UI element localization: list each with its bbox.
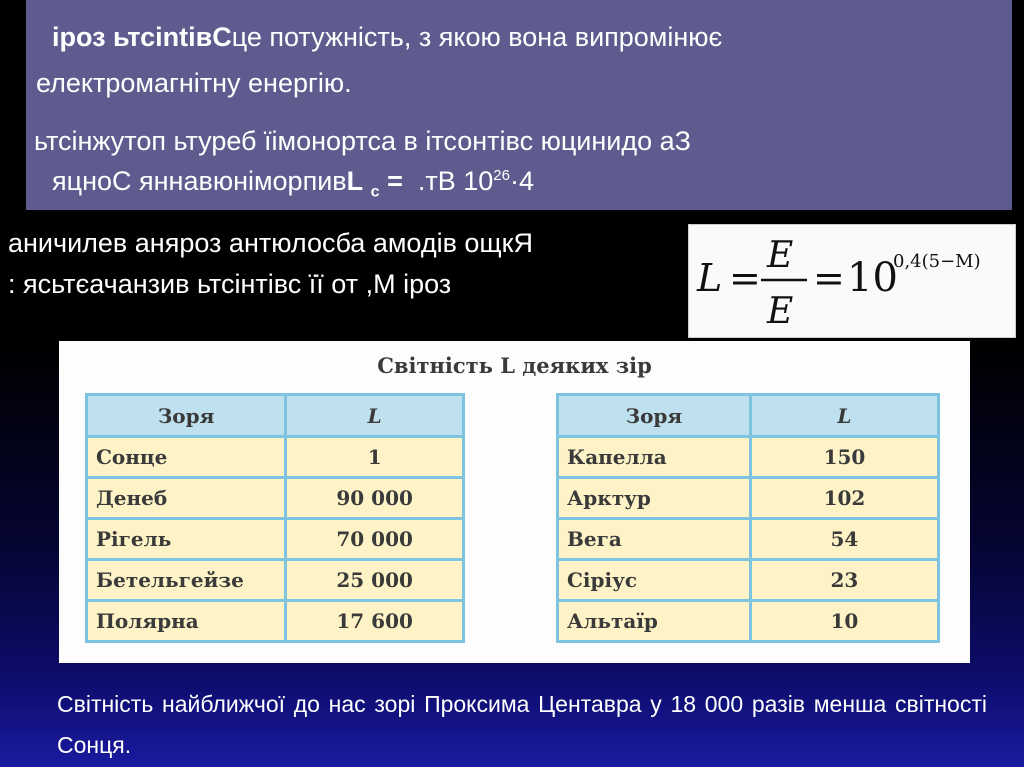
equals-sign: = — [387, 166, 403, 196]
column-header-luminosity: L — [750, 395, 938, 437]
definition-line-2: електромагнітну енергію. — [36, 68, 352, 98]
luminosity-table-panel — [59, 341, 970, 663]
star-luminosity: 1 — [286, 437, 464, 478]
star-name: Вега — [558, 519, 751, 560]
star-name: Сонце — [87, 437, 286, 478]
star-luminosity: 23 — [750, 560, 938, 601]
star-luminosity: 10 — [750, 601, 938, 642]
star-luminosity: 25 000 — [286, 560, 464, 601]
magnitude-text-line-1: аничилев аняроз антюлосба амодів ощкЯ — [8, 228, 533, 258]
formula-lhs: L — [697, 256, 723, 300]
star-name: Альтаїр — [558, 601, 751, 642]
table-row — [558, 478, 939, 519]
star-name: Денеб — [87, 478, 286, 519]
sun-luminosity-label: яцноС яннавюніморпив — [52, 166, 347, 196]
formula-numerator: E — [767, 235, 794, 276]
column-header-star: Зоря — [87, 395, 286, 437]
table-row — [87, 519, 464, 560]
table-row — [87, 437, 464, 478]
sun-luminosity-value: .тВ 10 — [417, 166, 494, 196]
stars-table-right — [556, 393, 940, 643]
table-row — [87, 601, 464, 642]
magnitude-text-line-2: : ясьтєачанзив ьтсінтівс її от ,М іроз — [8, 269, 452, 299]
proxima-note: Світність найближчої до нас зорі Проксима Центавра у 18 000 разів менша світності Сонця. — [57, 691, 987, 758]
star-luminosity: 54 — [750, 519, 938, 560]
table-header-row — [558, 395, 939, 437]
luminosity-formula — [688, 224, 1016, 338]
star-name: Сіріус — [558, 560, 751, 601]
star-name: Бетельгейзе — [87, 560, 286, 601]
star-name: Арктур — [558, 478, 751, 519]
star-name: Рігель — [87, 519, 286, 560]
table-title: Світність L деяких зір — [377, 353, 652, 378]
formula-svg — [689, 225, 1015, 337]
star-luminosity: 70 000 — [286, 519, 464, 560]
star-luminosity: 90 000 — [286, 478, 464, 519]
unit-line-2 — [52, 166, 534, 201]
definition-box — [26, 0, 1012, 210]
table-row — [87, 478, 464, 519]
luminosity-symbol: L — [346, 166, 364, 196]
star-name: Капелла — [558, 437, 751, 478]
formula-equals-2: = — [813, 256, 845, 300]
table-row — [558, 560, 939, 601]
star-luminosity: 150 — [750, 437, 938, 478]
table-header-row — [87, 395, 464, 437]
formula-denominator: E — [767, 291, 794, 332]
table-row — [87, 560, 464, 601]
left-decoration — [0, 0, 26, 210]
star-name: Полярна — [87, 601, 286, 642]
table-row — [558, 437, 939, 478]
table-row — [558, 519, 939, 560]
formula-base: 10 — [847, 255, 898, 301]
star-luminosity: 102 — [750, 478, 938, 519]
column-header-luminosity: L — [286, 395, 464, 437]
table-row — [558, 601, 939, 642]
sun-subscript: с — [370, 183, 380, 201]
definition-text: це потужність, з якою вона випромінює — [231, 22, 723, 52]
unit-line-1: ьтсінжутоп ьтуреб їімонортса в ітсонтівс юцинидо аЗ — [34, 126, 691, 156]
formula-equals-1: = — [729, 256, 761, 300]
definition-line-1 — [52, 22, 722, 53]
star-luminosity: 17 600 — [286, 601, 464, 642]
formula-exponent: 0,4(5−M) — [893, 251, 981, 272]
column-header-star: Зоря — [558, 395, 751, 437]
term-luminosity: іроз ьтсіntівС — [52, 22, 232, 52]
stars-table-left — [85, 393, 465, 643]
sun-luminosity-exponent: 26 — [493, 167, 510, 184]
sun-luminosity-factor: ·4 — [509, 166, 534, 196]
